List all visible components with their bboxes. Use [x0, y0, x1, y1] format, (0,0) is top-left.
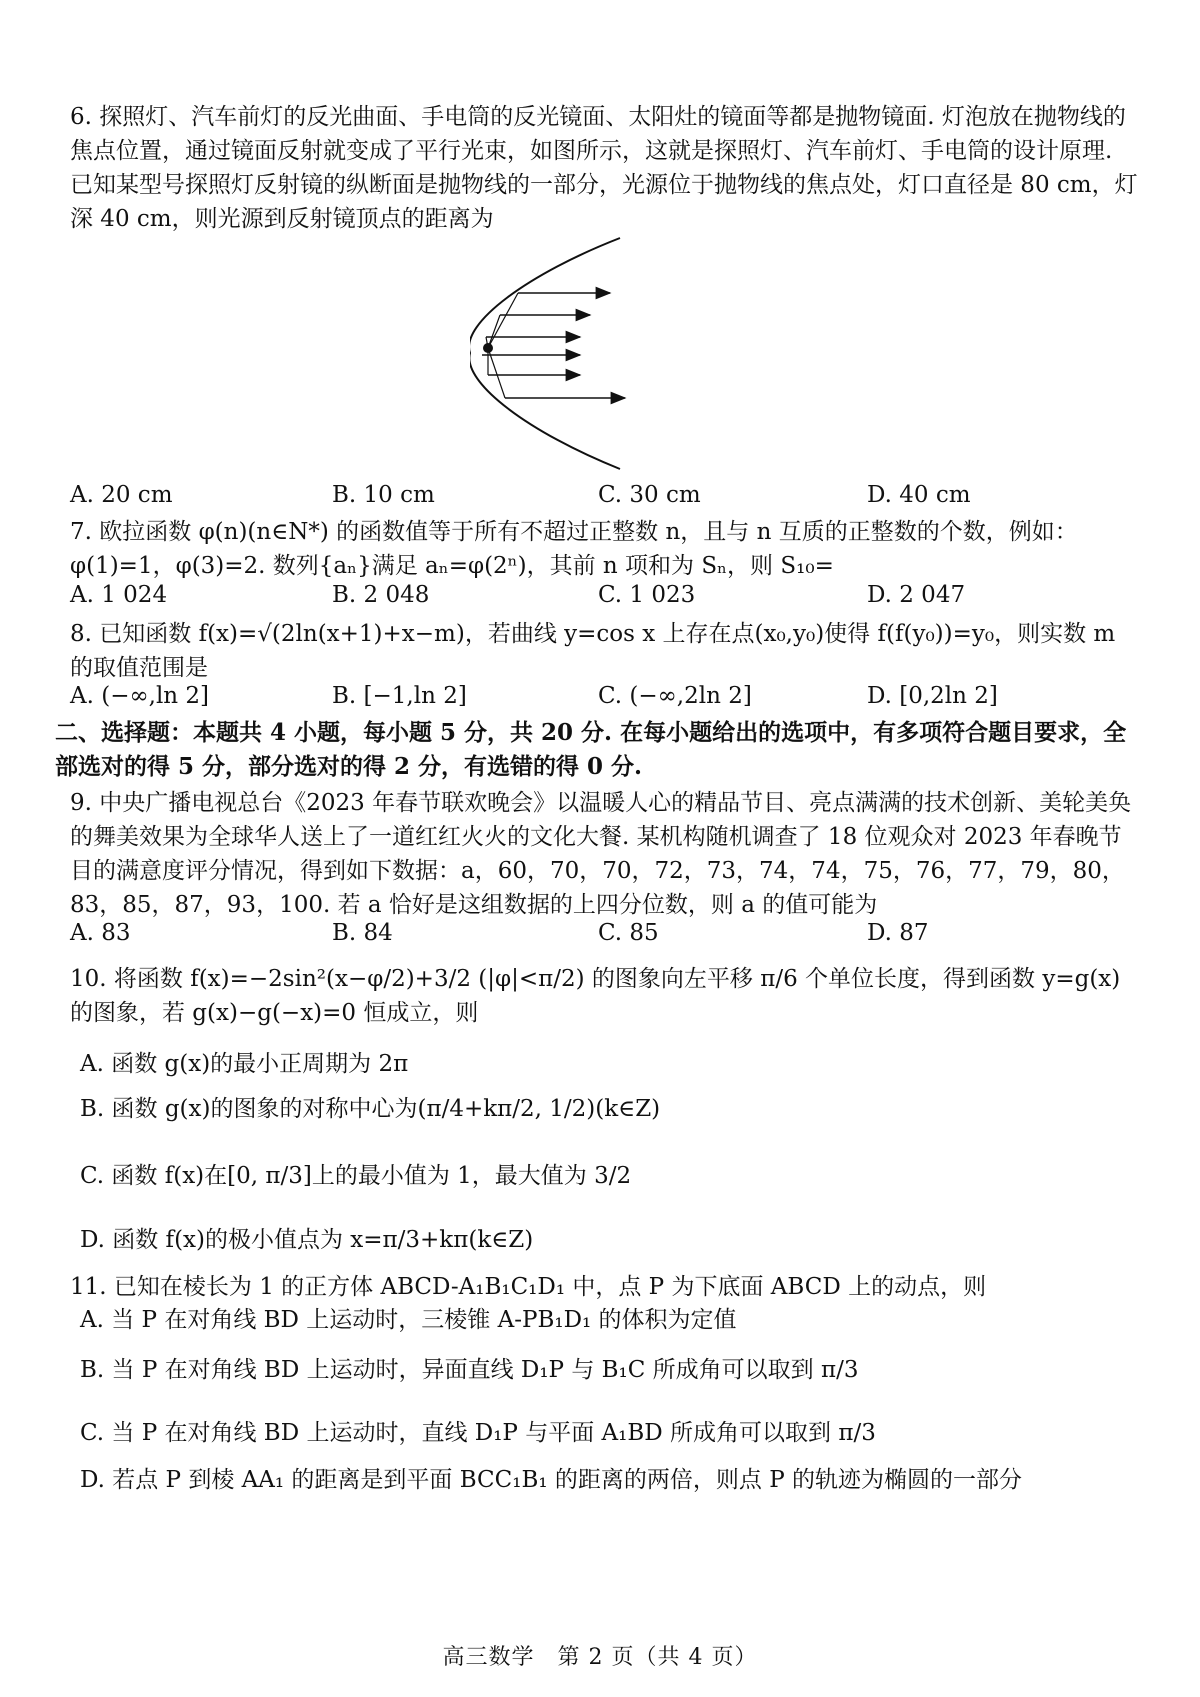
question-11 — [70, 1270, 1140, 1304]
page-footer: 高三数学 第 2 页（共 4 页） — [442, 1645, 758, 1670]
q10-option-c: C. 函数 f(x)在[0, π/3]上的最小值为 1，最大值为 3/2 — [80, 1163, 632, 1189]
parabola-reflector-figure — [470, 233, 650, 473]
question-7-options — [70, 582, 1130, 614]
question-9-text: 9. 中央广播电视总台《2023 年春节联欢晚会》以温暖人心的精品节目、亮点满满的技术创新、美轮美奂的舞美效果为全球华人送上了一道红红火火的文化大餐. 某机构随机调查了 18 位观众对 2023 年春晚节目的满意度评分情况，得到如下数据：a，60，70，70，72，73，74，74，75，76，77，79，80，83，85，87，93，100. 若 a 恰好是这组数据的上四分位数，则 a 的值可能为 — [70, 790, 1132, 918]
q11-option-c: C. 当 P 在对角线 BD 上运动时，直线 D₁P 与平面 A₁BD 所成角可以取到 π/3 — [80, 1420, 876, 1446]
q9-option-b: B. 84 — [332, 920, 393, 946]
q7-option-c: C. 1 023 — [598, 582, 696, 608]
q8-option-a: A. (−∞,ln 2] — [70, 683, 210, 709]
parallel-rays — [482, 293, 625, 398]
q9-option-c: C. 85 — [598, 920, 659, 946]
q9-option-d: D. 87 — [867, 920, 929, 946]
q8-option-d: D. [0,2ln 2] — [867, 683, 998, 709]
q7-option-b: B. 2 048 — [332, 582, 430, 608]
q8-option-c: C. (−∞,2ln 2] — [598, 683, 752, 709]
question-9 — [70, 786, 1140, 922]
q10-option-d: D. 函数 f(x)的极小值点为 x=π/3+kπ(k∈Z) — [80, 1227, 534, 1253]
question-7-text: 7. 欧拉函数 φ(n)(n∈N*) 的函数值等于所有不超过正整数 n，且与 n 互质的正整数的个数，例如：φ(1)=1，φ(3)=2. 数列{aₙ}满足 aₙ=φ(2ⁿ)，其前 n 项和为 Sₙ，则 S₁₀= — [70, 519, 1078, 579]
q7-option-d: D. 2 047 — [867, 582, 966, 608]
q8-option-b: B. [−1,ln 2] — [332, 683, 467, 709]
q10-option-b: B. 函数 g(x)的图象的对称中心为(π/4+kπ/2, 1/2)(k∈Z) — [80, 1096, 661, 1122]
q6-option-a: A. 20 cm — [70, 482, 173, 508]
q11-option-b: B. 当 P 在对角线 BD 上运动时，异面直线 D₁P 与 B₁C 所成角可以取到 π/3 — [80, 1357, 859, 1383]
q6-option-d: D. 40 cm — [867, 482, 971, 508]
question-10 — [70, 962, 1140, 1030]
question-7 — [70, 515, 1140, 583]
section-2-instructions: 二、选择题：本题共 4 小题，每小题 5 分，共 20 分. 在每小题给出的选项中，有多项符合题目要求，全部选对的得 5 分，部分选对的得 2 分，有选错的得 0 分. — [55, 719, 1127, 780]
question-9-options — [70, 920, 1130, 952]
q6-option-c: C. 30 cm — [598, 482, 701, 508]
q9-option-a: A. 83 — [70, 920, 131, 946]
q6-option-b: B. 10 cm — [332, 482, 435, 508]
q7-option-a: A. 1 024 — [70, 582, 168, 608]
q10-option-a: A. 函数 g(x)的最小正周期为 2π — [80, 1051, 409, 1077]
question-6-options — [70, 482, 1130, 514]
question-6-text: 6. 探照灯、汽车前灯的反光曲面、手电筒的反光镜面、太阳灶的镜面等都是抛物镜面. 灯泡放在抛物线的焦点位置，通过镜面反射就变成了平行光束，如图所示，这就是探照灯、汽车前灯、手电筒的设计原理. 已知某型号探照灯反射镜的纵断面是抛物线的一部分，光源位于抛物线的焦点处，灯口直径是 80 cm，灯深 40 cm，则光源到反射镜顶点的距离为 — [70, 104, 1138, 232]
question-6 — [70, 100, 1140, 236]
q11-option-d: D. 若点 P 到棱 AA₁ 的距离是到平面 BCC₁B₁ 的距离的两倍，则点 P 的轨迹为椭圆的一部分 — [80, 1467, 1022, 1493]
question-8 — [70, 617, 1140, 685]
focus-point — [483, 343, 493, 353]
q11-option-a: A. 当 P 在对角线 BD 上运动时，三棱锥 A-PB₁D₁ 的体积为定值 — [80, 1307, 737, 1333]
question-8-options — [70, 683, 1130, 715]
parabola-curve — [470, 238, 620, 469]
question-10-text: 10. 将函数 f(x)=−2sin²(x−φ/2)+3/2 (|φ|<π/2) 的图象向左平移 π/6 个单位长度，得到函数 y=g(x)的图象，若 g(x)−g(−x)=0 恒成立，则 — [70, 966, 1121, 1026]
question-11-text: 11. 已知在棱长为 1 的正方体 ABCD-A₁B₁C₁D₁ 中，点 P 为下底面 ABCD 上的动点，则 — [70, 1274, 987, 1300]
question-8-text: 8. 已知函数 f(x)=√(2ln(x+1)+x−m)，若曲线 y=cos x 上存在点(x₀,y₀)使得 f(f(y₀))=y₀，则实数 m 的取值范围是 — [70, 621, 1123, 681]
